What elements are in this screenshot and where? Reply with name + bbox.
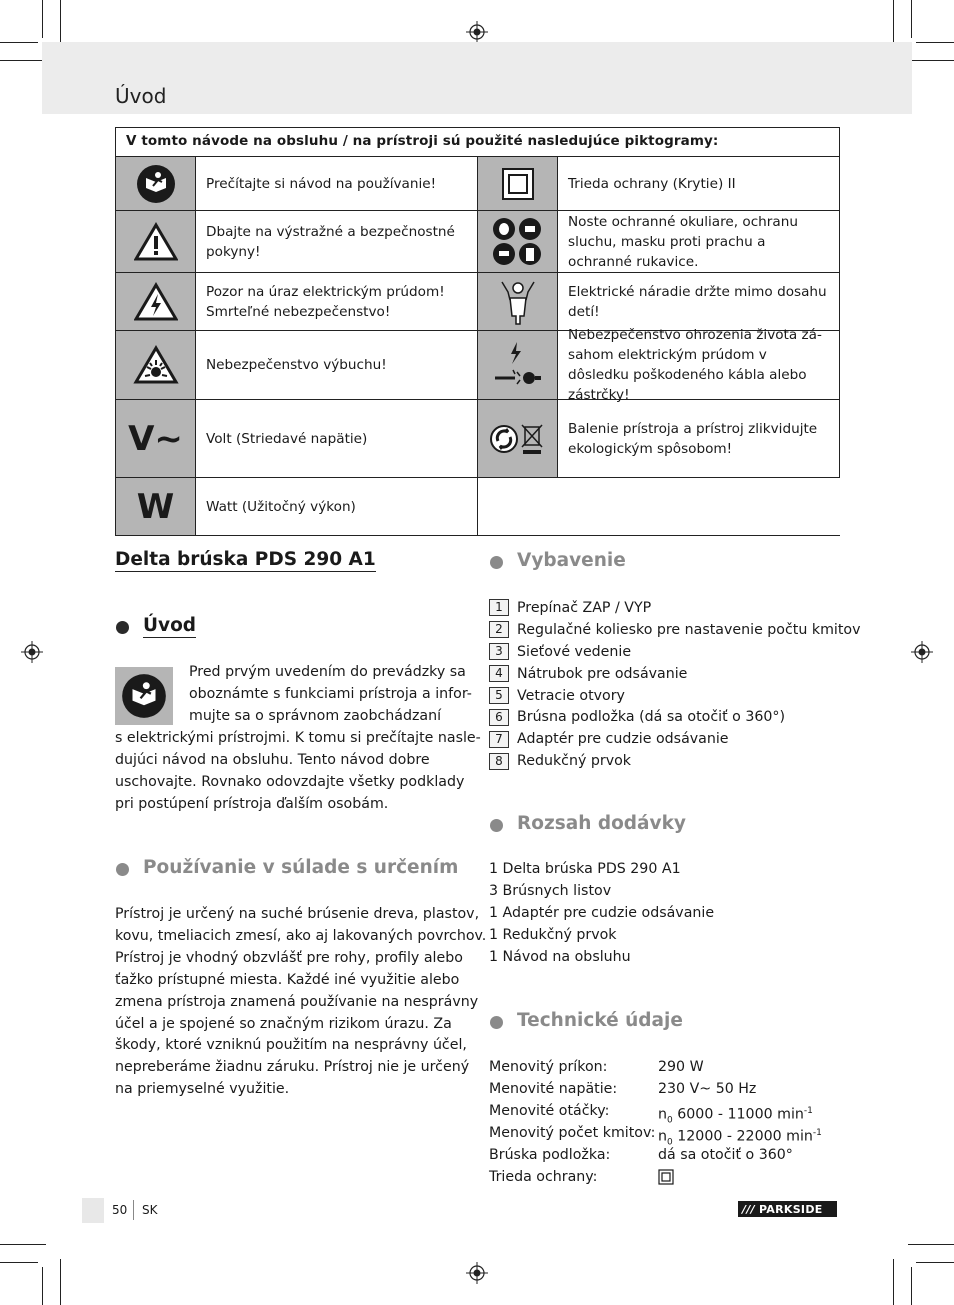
spec-value: dá sa otočiť o 360°: [658, 1147, 793, 1163]
registration-mark-icon: [21, 641, 43, 663]
pictogram-table-header: V tomto návode na obsluhu / na prístroji sú použité nasledujúce piktogramy:: [115, 127, 840, 157]
crop-mark: [893, 0, 894, 46]
volt-ac-icon: [116, 400, 196, 477]
text-line: účel a je spojené so značným rizikom úrazu. Za: [115, 1015, 452, 1032]
spec-subscript: 0: [667, 1115, 673, 1126]
section-bullet-icon: [116, 863, 129, 876]
usage-heading: Používanie v súlade s určením: [143, 857, 459, 878]
crop-mark: [911, 0, 912, 38]
delivery-list: [489, 859, 714, 969]
crop-mark: [42, 0, 43, 38]
crop-mark: [0, 1262, 38, 1263]
watt-icon: [116, 478, 196, 535]
crop-mark: [893, 1259, 894, 1305]
item-label: Sieťové vedenie: [517, 643, 632, 660]
language-code: SK: [142, 1203, 158, 1217]
list-item: 1 Redukčný prvok: [489, 926, 617, 943]
spec-label: Menovitý počet kmitov:: [489, 1125, 656, 1141]
spec-number: 12000 - 22000 min: [672, 1128, 813, 1145]
footer-marker: [82, 1198, 104, 1223]
item-label: Regulačné koliesko pre nastavenie počtu kmitov: [517, 621, 861, 638]
table-cell: Noste ochranné okuliare, ochranu sluchu, masku proti prachu a ochranné rukavice.: [568, 213, 798, 270]
text-line: s elektrickými prístrojmi. K tomu si prečítajte nasle-: [115, 730, 481, 746]
spec-value: [658, 1122, 822, 1148]
item-label: Redukčný prvok: [517, 753, 631, 770]
protection-class-ii-icon: [658, 1166, 674, 1188]
item-number: 6: [489, 709, 509, 726]
table-cell: Pozor na úraz elektrickým prúdom! Smrteľné nebezpečenstvo!: [196, 273, 478, 330]
text-line: dujúci návod na obsluhu. Tento návod dobre: [115, 751, 430, 768]
section-bullet-icon: [490, 556, 503, 569]
table-row: [115, 400, 840, 478]
logo-slashes: ///: [742, 1202, 755, 1216]
list-item: [489, 663, 860, 685]
explosion-icon: [116, 331, 196, 399]
crop-mark: [0, 60, 46, 61]
table-cell: Nebezpečenstvo výbuchu!: [196, 331, 478, 399]
text-line: zmena prístroja znamená používanie na nesprávny: [115, 993, 479, 1010]
spec-prefix: n: [658, 1128, 667, 1145]
table-cell: Prečítajte si návod na používanie!: [196, 157, 478, 210]
item-label: Nátrubok pre odsávanie: [517, 665, 688, 682]
read-manual-icon: [115, 667, 173, 725]
item-number: 3: [489, 643, 509, 660]
table-row: [115, 211, 840, 273]
crop-mark: [911, 1267, 912, 1305]
text-line: nepreberáme žiadnu záruku. Prístroj nie je určený: [115, 1059, 470, 1076]
uvod-text-body: [115, 728, 481, 816]
table-row: [115, 327, 840, 403]
text-line: pri postúpení prístroja ďalším osobám.: [115, 795, 389, 812]
spec-row: [489, 1078, 822, 1100]
section-bullet-icon: [116, 621, 129, 634]
crop-mark: [0, 1244, 46, 1245]
tech-heading: Technické údaje: [517, 1010, 683, 1031]
list-item: 1 Adaptér pre cudzie odsávanie: [489, 904, 715, 921]
list-item: [489, 750, 860, 772]
list-item: 1 Návod na obsluhu: [489, 948, 631, 965]
table-cell: Volt (Striedavé napätie): [196, 400, 478, 477]
text-line: škody, ktoré vzniknú použitím na nesprávny účel,: [115, 1037, 467, 1054]
spec-value: 230 V~ 50 Hz: [658, 1081, 757, 1097]
crop-mark: [916, 1262, 954, 1263]
uvod-heading: Úvod: [143, 615, 197, 636]
item-number: 2: [489, 621, 509, 638]
product-heading: Delta brúska PDS 290 A1: [115, 549, 376, 570]
parkside-logo: [738, 1201, 837, 1217]
text-line: Prístroj je určený na suché brúsenie dreva, plastov,: [115, 906, 480, 922]
crop-mark: [42, 1267, 43, 1305]
list-item: [489, 641, 860, 663]
text-line: Prístroj je vhodný obzvlášť pre rohy, profily alebo: [115, 949, 463, 966]
spec-row: [489, 1122, 822, 1148]
spec-value: [658, 1100, 813, 1126]
tech-specs: [489, 1056, 822, 1188]
list-item: [489, 619, 860, 641]
uvod-text-intro: [189, 662, 472, 728]
text-line: na priemyselné využitie.: [115, 1081, 290, 1098]
page-title: Úvod: [115, 84, 167, 108]
table-cell: Balenie prístroja a prístroj zlikvidujte ekologickým spôsobom!: [568, 420, 818, 457]
spec-label: Menovité otáčky:: [489, 1103, 610, 1119]
equipment-list: [489, 597, 860, 772]
table-cell: Watt (Užitočný výkon): [196, 478, 478, 535]
table-cell: Nebezpečenstvo ohrozenia života zá-sahom elektrickým prúdom v dôsledku poškodeného kábla alebo zástrčky!: [568, 327, 822, 403]
table-cell: Dbajte na výstražné a bezpečnostné pokyny!: [196, 211, 478, 272]
crop-mark: [60, 0, 61, 46]
list-item: [489, 685, 860, 707]
volt-symbol: V~: [128, 418, 183, 459]
watt-symbol: W: [136, 486, 175, 527]
list-item: [489, 597, 860, 619]
recycling-disposal-icon: [478, 400, 558, 477]
spec-superscript: -1: [803, 1106, 813, 1116]
crop-mark: [60, 1259, 61, 1305]
spec-subscript: 0: [667, 1137, 673, 1148]
header-band: [42, 42, 912, 114]
item-number: 5: [489, 687, 509, 704]
equipment-heading: Vybavenie: [517, 550, 626, 571]
page-number: 50: [112, 1203, 128, 1217]
spec-superscript: -1: [812, 1128, 822, 1138]
spec-label: Menovitý príkon:: [489, 1059, 608, 1075]
text-line: mujte sa o správnom zaobchádzaní: [189, 707, 442, 724]
delivery-heading: Rozsah dodávky: [517, 813, 686, 834]
item-number: 1: [489, 599, 509, 616]
spec-label: Menovité napätie:: [489, 1081, 618, 1097]
text-line: Pred prvým uvedením do prevádzky sa: [189, 664, 466, 680]
spec-row: [489, 1166, 822, 1188]
registration-mark-icon: [466, 21, 488, 43]
spec-row: [489, 1144, 822, 1166]
table-row: [115, 273, 840, 331]
crop-mark: [916, 42, 954, 43]
text-line: kovu, tmeliacich zmesí, ako aj lakovaných povrchov.: [115, 927, 487, 944]
list-item: [489, 728, 860, 750]
protection-class-ii-icon: [478, 157, 558, 210]
read-manual-icon: [116, 157, 196, 210]
registration-mark-icon: [911, 641, 933, 663]
registration-mark-icon: [466, 1262, 488, 1284]
table-row: [115, 157, 840, 211]
spec-row: [489, 1100, 822, 1126]
list-item: [489, 706, 860, 728]
section-bullet-icon: [490, 819, 503, 832]
text-line: oboznámte s funkciami prístroja a infor-: [189, 685, 472, 702]
footer-divider: [133, 1200, 134, 1220]
usage-text: [115, 904, 486, 1101]
keep-from-children-icon: [478, 273, 558, 330]
item-number: 4: [489, 665, 509, 682]
crop-mark: [908, 1244, 954, 1245]
section-bullet-icon: [490, 1016, 503, 1029]
item-label: Adaptér pre cudzie odsávanie: [517, 731, 729, 748]
crop-mark: [908, 60, 954, 61]
spec-number: 6000 - 11000 min: [672, 1106, 804, 1123]
spec-value: 290 W: [658, 1059, 704, 1075]
text-line: ťažko prístupné miesta. Každé iné využitie alebo: [115, 971, 460, 988]
spec-prefix: n: [658, 1106, 667, 1123]
item-number: 8: [489, 753, 509, 770]
list-item: 1 Delta brúska PDS 290 A1: [489, 861, 681, 877]
brand-name: PARKSIDE: [758, 1202, 823, 1216]
item-label: Prepínač ZAP / VYP: [517, 599, 652, 616]
list-item: 3 Brúsnych listov: [489, 882, 612, 899]
item-label: Brúsna podložka (dá sa otočiť o 360°): [517, 709, 786, 726]
pictogram-table: [115, 127, 840, 536]
spec-label: Brúska podložka:: [489, 1147, 611, 1163]
table-cell: Elektrické náradie držte mimo dosahu detí!: [568, 283, 827, 320]
item-number: 7: [489, 731, 509, 748]
item-label: Vetracie otvory: [517, 687, 625, 704]
protective-equipment-icon: [478, 211, 558, 272]
electric-shock-icon: [116, 273, 196, 330]
table-row: [115, 478, 840, 536]
text-line: uschovajte. Rovnako odovzdajte všetky podklady: [115, 773, 465, 790]
spec-row: [489, 1056, 822, 1078]
warning-triangle-icon: [116, 211, 196, 272]
damaged-cable-icon: [478, 331, 558, 399]
spec-label: Trieda ochrany:: [489, 1169, 598, 1185]
table-cell: Trieda ochrany (Krytie) II: [568, 175, 736, 192]
crop-mark: [0, 42, 38, 43]
